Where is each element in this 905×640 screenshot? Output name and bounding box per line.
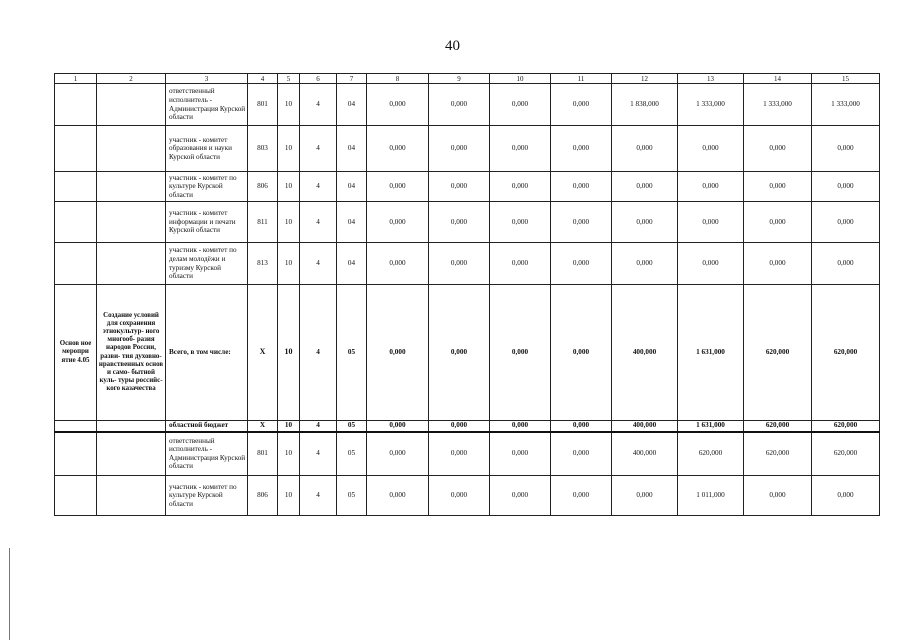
column-header: 6 (300, 74, 337, 84)
cell-col8: 0,000 (367, 84, 429, 126)
cell-col10: 0,000 (490, 243, 551, 285)
cell-col1 (55, 243, 97, 285)
cell-col9: 0,000 (429, 172, 490, 202)
cell-col13: 1 631,000 (678, 285, 744, 421)
cell-col14: 0,000 (744, 202, 812, 243)
cell-col14: 620,000 (744, 421, 812, 432)
cell-executor: участник - комитет по культуре Курской области (166, 172, 248, 202)
cell-executor: участник - комитет по культуре Курской области (166, 476, 248, 516)
cell-col11: 0,000 (551, 243, 612, 285)
cell-col11: 0,000 (551, 126, 612, 172)
column-header: 7 (337, 74, 367, 84)
cell-col9: 0,000 (429, 202, 490, 243)
cell-col8: 0,000 (367, 243, 429, 285)
cell-col7: 04 (337, 84, 367, 126)
cell-col1 (55, 202, 97, 243)
cell-col5: 10 (278, 421, 300, 432)
scan-edge-line (9, 548, 10, 640)
column-header: 1 (55, 74, 97, 84)
table-row (55, 84, 880, 126)
budget-table (54, 73, 880, 516)
cell-col7: 05 (337, 432, 367, 476)
cell-col13: 0,000 (678, 202, 744, 243)
cell-col5: 10 (278, 432, 300, 476)
cell-col9: 0,000 (429, 421, 490, 432)
cell-col12: 400,000 (612, 432, 678, 476)
cell-col15: 620,000 (812, 421, 880, 432)
cell-col5: 10 (278, 84, 300, 126)
cell-col7: 04 (337, 202, 367, 243)
cell-col10: 0,000 (490, 202, 551, 243)
cell-col13: 1 631,000 (678, 421, 744, 432)
cell-col4: Х (248, 421, 278, 432)
column-header: 8 (367, 74, 429, 84)
cell-col5: 10 (278, 285, 300, 421)
cell-col9: 0,000 (429, 243, 490, 285)
cell-col6: 4 (300, 285, 337, 421)
cell-col12: 0,000 (612, 172, 678, 202)
cell-activity-code: Основ ное меропри ятие 4.05 (55, 285, 97, 421)
cell-col14: 0,000 (744, 126, 812, 172)
cell-col7: 05 (337, 285, 367, 421)
cell-col13: 1 333,000 (678, 84, 744, 126)
cell-col6: 4 (300, 84, 337, 126)
cell-col13: 1 011,000 (678, 476, 744, 516)
cell-col9: 0,000 (429, 126, 490, 172)
cell-col1 (55, 421, 97, 432)
cell-col12: 400,000 (612, 421, 678, 432)
table-row-main-activity (55, 285, 880, 421)
column-header: 10 (490, 74, 551, 84)
cell-col10: 0,000 (490, 432, 551, 476)
cell-col11: 0,000 (551, 84, 612, 126)
cell-col9: 0,000 (429, 84, 490, 126)
cell-col4: 806 (248, 476, 278, 516)
cell-col8: 0,000 (367, 172, 429, 202)
cell-col11: 0,000 (551, 421, 612, 432)
cell-col15: 0,000 (812, 172, 880, 202)
column-header: 11 (551, 74, 612, 84)
cell-executor: участник - комитет информации и печати Курской области (166, 202, 248, 243)
cell-col7: 05 (337, 421, 367, 432)
cell-col5: 10 (278, 172, 300, 202)
cell-col11: 0,000 (551, 432, 612, 476)
column-header: 14 (744, 74, 812, 84)
cell-col13: 0,000 (678, 172, 744, 202)
cell-col4: 813 (248, 243, 278, 285)
cell-col4: 803 (248, 126, 278, 172)
column-header: 13 (678, 74, 744, 84)
cell-col5: 10 (278, 476, 300, 516)
column-number-row (55, 74, 880, 84)
cell-col8: 0,000 (367, 432, 429, 476)
column-header: 15 (812, 74, 880, 84)
cell-col4: 801 (248, 84, 278, 126)
cell-executor: участник - комитет по делам молодёжи и туризму Курской области (166, 243, 248, 285)
cell-executor: ответственный исполнитель - Администрация Курской области (166, 432, 248, 476)
cell-col2 (97, 432, 166, 476)
cell-col1 (55, 84, 97, 126)
cell-col4: Х (248, 285, 278, 421)
cell-col11: 0,000 (551, 172, 612, 202)
cell-col12: 0,000 (612, 202, 678, 243)
cell-col14: 620,000 (744, 432, 812, 476)
cell-col8: 0,000 (367, 421, 429, 432)
cell-col15: 620,000 (812, 432, 880, 476)
cell-col13: 0,000 (678, 243, 744, 285)
cell-col10: 0,000 (490, 421, 551, 432)
cell-col15: 1 333,000 (812, 84, 880, 126)
cell-col8: 0,000 (367, 126, 429, 172)
cell-col5: 10 (278, 126, 300, 172)
cell-col6: 4 (300, 421, 337, 432)
table-row (55, 172, 880, 202)
cell-col2 (97, 84, 166, 126)
cell-col2 (97, 202, 166, 243)
cell-col1 (55, 172, 97, 202)
cell-col4: 806 (248, 172, 278, 202)
cell-col14: 0,000 (744, 172, 812, 202)
page-number: 40 (445, 38, 460, 54)
cell-col10: 0,000 (490, 285, 551, 421)
cell-col4: 801 (248, 432, 278, 476)
cell-col12: 0,000 (612, 126, 678, 172)
cell-col1 (55, 126, 97, 172)
cell-executor: областной бюджет (166, 421, 248, 432)
cell-col8: 0,000 (367, 202, 429, 243)
cell-col9: 0,000 (429, 432, 490, 476)
column-header: 9 (429, 74, 490, 84)
cell-col6: 4 (300, 476, 337, 516)
cell-col13: 0,000 (678, 126, 744, 172)
table-row (55, 476, 880, 516)
cell-col14: 1 333,000 (744, 84, 812, 126)
cell-col8: 0,000 (367, 476, 429, 516)
column-header: 2 (97, 74, 166, 84)
cell-col14: 620,000 (744, 285, 812, 421)
cell-col2 (97, 476, 166, 516)
cell-col11: 0,000 (551, 285, 612, 421)
cell-activity-name: Создание условий для сохранения этнокультур- ного многооб- разия народов России, разви- тия духовно- нравственных основ и само- бытной куль- туры российс- кого казачества (97, 285, 166, 421)
cell-col14: 0,000 (744, 476, 812, 516)
cell-col5: 10 (278, 202, 300, 243)
table-row (55, 202, 880, 243)
cell-col2 (97, 421, 166, 432)
cell-col6: 4 (300, 126, 337, 172)
table-row (55, 432, 880, 476)
cell-col6: 4 (300, 432, 337, 476)
cell-executor: ответственный исполнитель - Администрация Курской области (166, 84, 248, 126)
cell-col7: 04 (337, 243, 367, 285)
cell-col2 (97, 172, 166, 202)
cell-col9: 0,000 (429, 285, 490, 421)
cell-col15: 0,000 (812, 126, 880, 172)
cell-col12: 1 838,000 (612, 84, 678, 126)
cell-executor: Всего, в том числе: (166, 285, 248, 421)
cell-col10: 0,000 (490, 126, 551, 172)
column-header: 4 (248, 74, 278, 84)
cell-col6: 4 (300, 202, 337, 243)
cell-col11: 0,000 (551, 476, 612, 516)
cell-col6: 4 (300, 243, 337, 285)
cell-col12: 400,000 (612, 285, 678, 421)
cell-col7: 05 (337, 476, 367, 516)
column-header: 3 (166, 74, 248, 84)
cell-col1 (55, 476, 97, 516)
cell-col7: 04 (337, 126, 367, 172)
cell-col9: 0,000 (429, 476, 490, 516)
cell-col2 (97, 126, 166, 172)
cell-col15: 0,000 (812, 202, 880, 243)
cell-col6: 4 (300, 172, 337, 202)
cell-col4: 811 (248, 202, 278, 243)
cell-executor: участник - комитет образования и науки Курской области (166, 126, 248, 172)
cell-col10: 0,000 (490, 84, 551, 126)
cell-col11: 0,000 (551, 202, 612, 243)
column-header: 12 (612, 74, 678, 84)
cell-col12: 0,000 (612, 243, 678, 285)
table-row-oblast-budget (55, 421, 880, 432)
cell-col14: 0,000 (744, 243, 812, 285)
cell-col12: 0,000 (612, 476, 678, 516)
cell-col7: 04 (337, 172, 367, 202)
cell-col13: 620,000 (678, 432, 744, 476)
table-row (55, 126, 880, 172)
cell-col5: 10 (278, 243, 300, 285)
cell-col15: 620,000 (812, 285, 880, 421)
cell-col15: 0,000 (812, 243, 880, 285)
cell-col15: 0,000 (812, 476, 880, 516)
cell-col8: 0,000 (367, 285, 429, 421)
cell-col1 (55, 432, 97, 476)
cell-col10: 0,000 (490, 172, 551, 202)
cell-col10: 0,000 (490, 476, 551, 516)
cell-col2 (97, 243, 166, 285)
column-header: 5 (278, 74, 300, 84)
table-row (55, 243, 880, 285)
